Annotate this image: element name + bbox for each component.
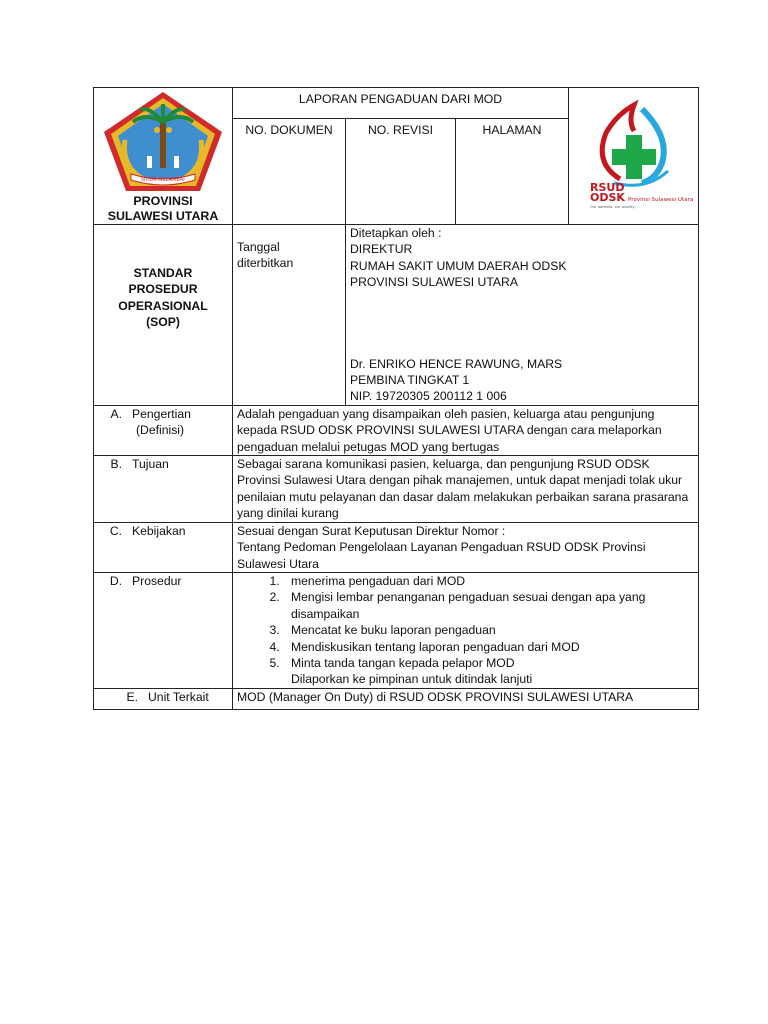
section-definition-text: Adalah pengaduan yang disampaikan oleh pasien, keluarga atau pengunjung kepada RSUD ODSK PROVINSI SULAWESI UTARA dengan cara melaporkan pengaduan melalui petugas MOD yang bertugas <box>233 405 699 455</box>
hospital-name-odsk: ODSK <box>589 191 625 204</box>
section-purpose-text: Sebagai sarana komunikasi pasien, keluarga, dan pengunjung RSUD ODSK Provinsi Sulawesi Utara dengan pihak manajemen, untuk dapat menjadi tolak ukur penilaian mutu pelayanan dan dasar dalam melakukan perbaikan sarana prasarana yang dinilai kurang <box>233 456 699 523</box>
approval-province: PROVINSI SULAWESI UTARA <box>350 275 518 290</box>
approval-set-by: Ditetapkan oleh : <box>350 226 442 240</box>
procedure-step: 1. menerima pengaduan dari MOD <box>283 573 694 589</box>
revision-number-header: NO. REVISI <box>346 119 456 225</box>
section-unit-text: MOD (Manager On Duty) di RSUD ODSK PROVINSI SULAWESI UTARA <box>233 688 699 709</box>
procedure-step: 3. Mencatat ke buku laporan pengaduan <box>283 622 694 638</box>
procedure-step: 2. Mengisi lembar penanganan pengaduan sesuai dengan apa yang disampaikan <box>283 589 694 622</box>
province-seal-cell <box>94 88 233 225</box>
section-procedure-steps <box>233 572 699 688</box>
section-procedure-label: D. Prosedur <box>94 572 233 688</box>
document-number-header: NO. DOKUMEN <box>233 119 346 225</box>
hospital-tagline: Our patients, our priority <box>589 205 635 209</box>
report-title: LAPORAN PENGADUAN DARI MOD <box>233 88 569 119</box>
procedure-step: 5. Minta tanda tangan kepada pelapor MOD <box>283 655 694 671</box>
seal-motto: NYIUR MELAMBAI <box>141 177 185 183</box>
approval-block <box>346 225 699 406</box>
section-purpose-label: B. Tujuan <box>94 456 233 523</box>
section-unit-label: E. Unit Terkait <box>94 688 233 709</box>
province-name-line1: PROVINSI <box>133 194 193 208</box>
approval-institution: RUMAH SAKIT UMUM DAERAH ODSK <box>350 258 567 273</box>
sop-title: STANDAR PROSEDUR OPERASIONAL (SOP) <box>94 225 233 406</box>
section-policy-label: C. Kebijakan <box>94 522 233 572</box>
hospital-region: Provinsi Sulawesi Utara <box>627 197 693 203</box>
province-name-line2: SULAWESI UTARA <box>107 209 219 223</box>
hospital-logo-icon <box>584 101 693 211</box>
province-seal-icon <box>101 90 225 194</box>
approval-rank: PEMBINA TINGKAT 1 <box>350 373 470 388</box>
procedure-step: 4. Mendiskusikan tentang laporan pengaduan dari MOD <box>283 639 694 655</box>
procedure-continuation: Dilaporkan ke pimpinan untuk ditindak lanjuti <box>291 672 533 687</box>
section-policy-text: Sesuai dengan Surat Keputusan Direktur Nomor : Tentang Pedoman Pengelolaan Layanan Pengaduan RSUD ODSK Provinsi Sulawesi Utara <box>233 522 699 572</box>
hospital-logo-cell <box>569 88 699 225</box>
sop-document-table <box>93 87 699 710</box>
approval-nip: NIP. 19720305 200112 1 006 <box>350 389 507 404</box>
section-definition-label: A. Pengertian (Definisi) <box>94 405 233 455</box>
hospital-name-rsud: RSUD <box>589 181 624 194</box>
issued-date-label: Tanggal diterbitkan <box>233 225 346 406</box>
approval-position: DIREKTUR <box>350 242 413 257</box>
page-number-header: HALAMAN <box>456 119 569 225</box>
approval-director-name: Dr. ENRIKO HENCE RAWUNG, MARS <box>350 356 563 371</box>
